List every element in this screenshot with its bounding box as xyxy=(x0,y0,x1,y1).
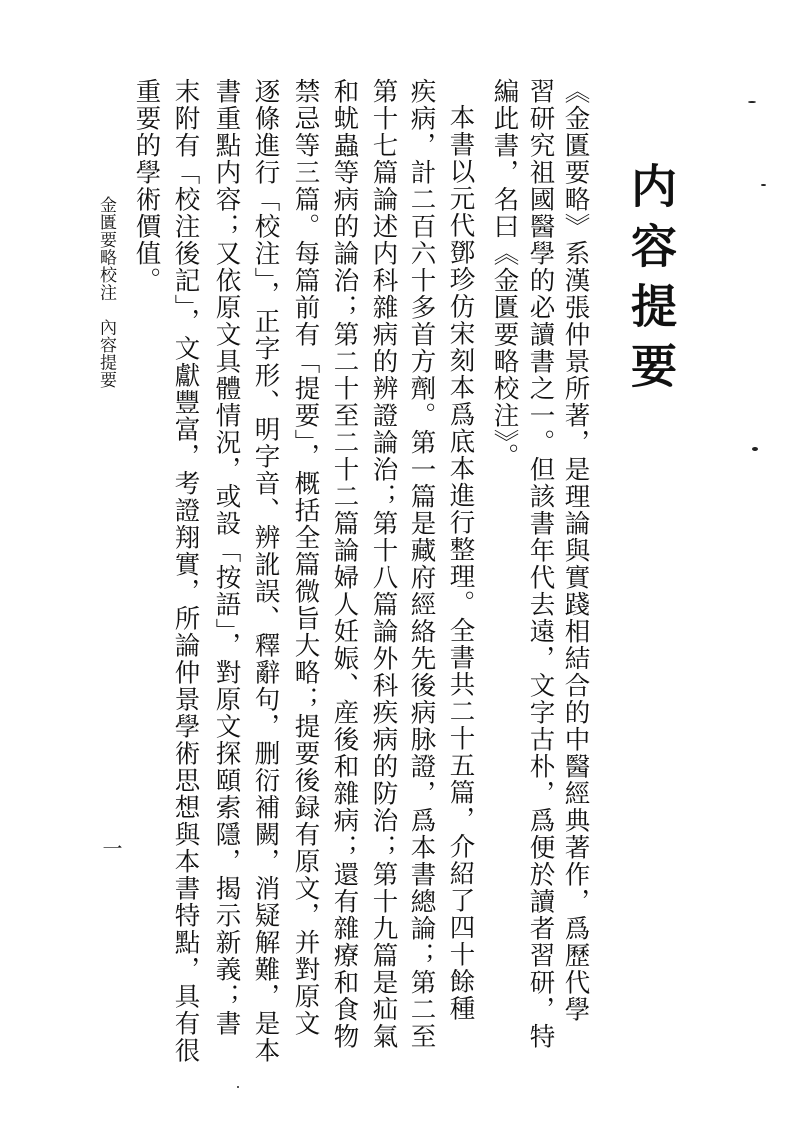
running-head: 金匱要略校注 內容提要 xyxy=(96,196,116,389)
body-line-10: 書重點内容；又依原文具體情況，或設「按語」，對原文探頤索隱，揭示新義；書 xyxy=(211,78,242,1038)
page-number: 一 xyxy=(99,838,123,858)
body-line-12: 重要的學術價值。 xyxy=(131,78,162,294)
body-line-2: 習研究祖國醫學的必讀書之一。但該書年代去遠，文字古朴，爲便於讀者習研，特 xyxy=(525,78,556,1050)
body-line-11: 末附有「校注後記」，文獻豐富，考證翔實，所論仲景學術思想與本書特點，具有很 xyxy=(170,78,201,1065)
scan-speck xyxy=(752,447,758,451)
body-line-7: 和蚘蟲等病的論治；第二十至二十二篇論婦人妊娠、産後和雜病；還有雜療和食物 xyxy=(329,78,360,1050)
body-line-8: 禁忌等三篇。每篇前有「提要」，概括全篇微旨大略；提要後録有原文，并對原文 xyxy=(290,78,321,1038)
scan-speck xyxy=(748,101,756,103)
body-line-3: 編此書，名曰《金匱要略校注》。 xyxy=(489,78,520,471)
body-line-6: 第十七篇論述内科雜病的辨證論治；第十八篇論外科疾病的防治；第十九篇是疝氣 xyxy=(368,78,399,1050)
scan-speck xyxy=(761,184,766,186)
scan-speck xyxy=(237,1086,239,1088)
body-line-9: 逐條進行「校注」，正字形、明字音、辨訛誤、釋辭句，删衍補闕，消疑解難，是本 xyxy=(250,78,281,1065)
page-title: 内容提要 xyxy=(624,162,678,402)
body-line-4: 本書以元代鄧珍仿宋刻本爲底本進行整理。全書共二十五篇，介紹了四十餘種 xyxy=(445,104,476,1022)
body-line-5: 疾病，計二百六十多首方劑。第一篇是藏府經絡先後病脉證，爲本書總論；第二至 xyxy=(406,78,437,1050)
body-line-1: 《金匱要略》系漢張仲景所著，是理論與實踐相結合的中醫經典著作，爲歷代學 xyxy=(560,78,591,1023)
